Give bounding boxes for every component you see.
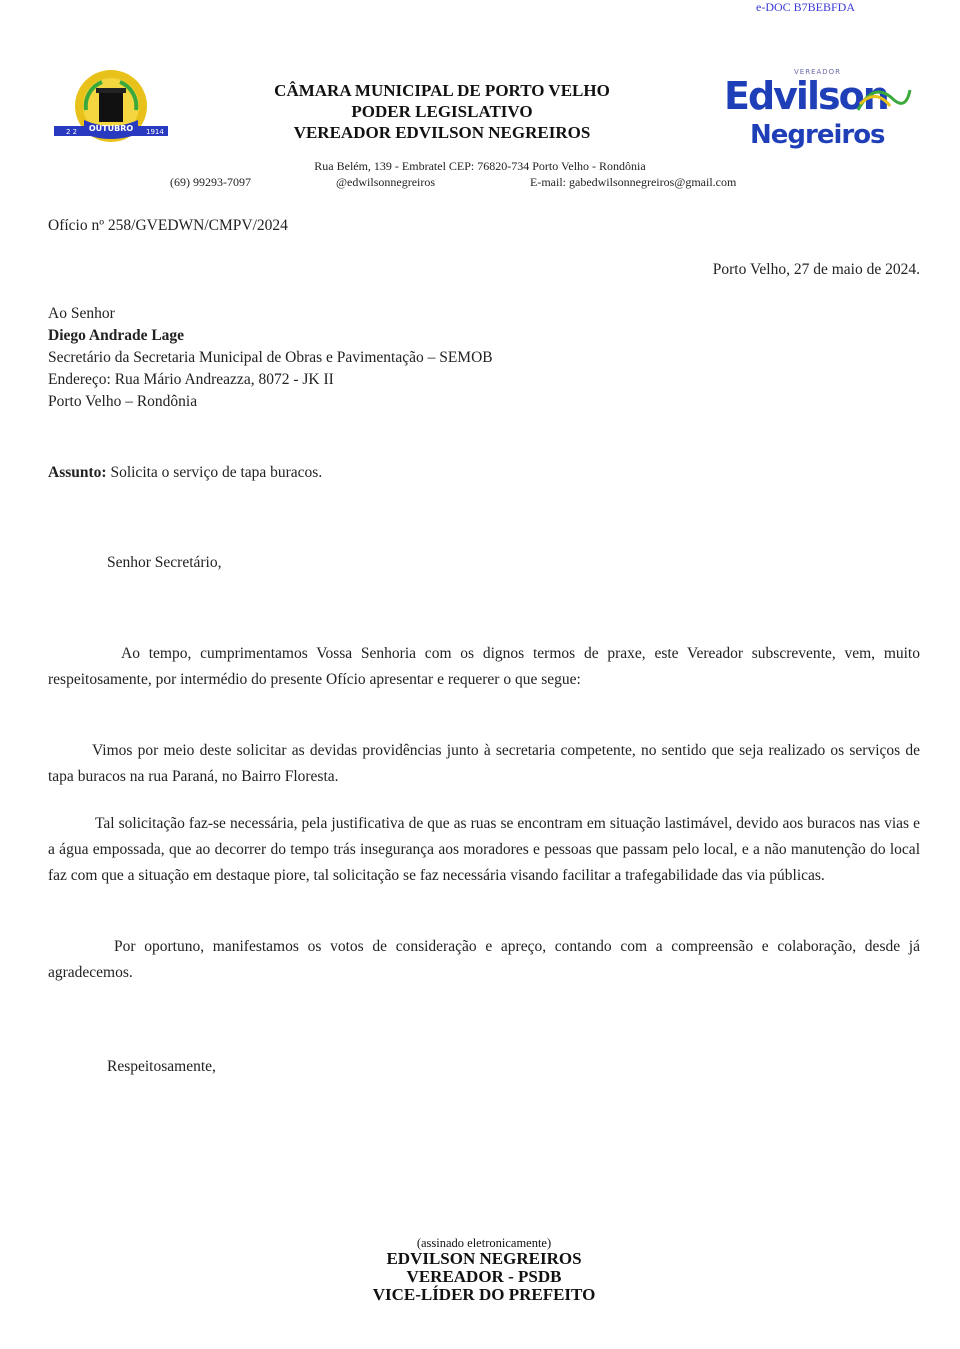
subject-text: Solicita o serviço de tapa buracos. bbox=[106, 464, 323, 481]
paragraph-closing: Por oportuno, manifestamos os votos de consideração e apreço, contando com a compreensão e colaboração, desde já agradecemos. bbox=[48, 938, 920, 981]
letterhead-address: Rua Belém, 139 - Embratel CEP: 76820-734 Porto Velho - Rondônia bbox=[314, 159, 646, 173]
header-line-camara: CÂMARA MUNICIPAL DE PORTO VELHO bbox=[274, 81, 610, 100]
recipient-role: Secretário da Secretaria Municipal de Obras e Pavimentação – SEMOB bbox=[48, 349, 493, 366]
signature-title: VEREADOR - PSDB bbox=[406, 1267, 562, 1286]
greeting: Senhor Secretário, bbox=[107, 554, 222, 571]
letterhead-social: @edwilsonnegreiros bbox=[336, 175, 436, 189]
header-line-vereador: VEREADOR EDVILSON NEGREIROS bbox=[293, 123, 591, 142]
oficio-number: Ofício nº 258/GVEDWN/CMPV/2024 bbox=[48, 217, 288, 234]
signature-name: EDVILSON NEGREIROS bbox=[386, 1249, 582, 1268]
letterhead-email[interactable]: E-mail: gabedwilsonnegreiros@gmail.com bbox=[530, 175, 737, 189]
subject-label: Assunto: bbox=[48, 464, 107, 481]
signature-block bbox=[300, 1236, 668, 1304]
camara-crest-logo bbox=[52, 70, 170, 150]
recipient-salutation: Ao Senhor bbox=[48, 305, 115, 322]
letterhead-title bbox=[200, 80, 684, 143]
paragraph-intro: Ao tempo, cumprimentamos Vossa Senhoria com os dignos termos de praxe, este Vereador subscrevente, vem, muito respeitosamente, por intermédio do presente Ofício apresentar e requerer o que segue: bbox=[48, 645, 920, 688]
subject-line bbox=[48, 462, 322, 484]
closing-salutation: Respeitosamente, bbox=[107, 1058, 216, 1075]
swoosh-icon bbox=[854, 80, 914, 120]
edoc-code: e-DOC B7BEBFDA bbox=[756, 0, 856, 14]
svg-text:1914: 1914 bbox=[146, 128, 164, 136]
letterhead-phone: (69) 99293-7097 bbox=[170, 175, 251, 189]
letter-date: Porto Velho, 27 de maio de 2024. bbox=[712, 261, 920, 278]
recipient-city: Porto Velho – Rondônia bbox=[48, 393, 198, 410]
header-line-poder: PODER LEGISLATIVO bbox=[351, 102, 533, 121]
paragraph-justification: Tal solicitação faz-se necessária, pela justificativa de que as ruas se encontram em situação lastimável, devido aos buracos nas vias e a água empossada, que ao decorrer do tempo trás insegurança aos moradores e pessoas que passam pelo local, e a não manutenção do local faz com que a situação em destaque piore, tal solicitação se faz necessária visando facilitar a trafegabilidade das via públicas. bbox=[48, 815, 920, 884]
svg-text:2 2: 2 2 bbox=[66, 128, 78, 136]
edvilson-negreiros-logo: VEREADOR Edvilson Negreiros bbox=[724, 66, 914, 156]
svg-text:OUTUBRO: OUTUBRO bbox=[88, 124, 134, 133]
recipient-name: Diego Andrade Lage bbox=[48, 327, 185, 344]
recipient-address: Endereço: Rua Mário Andreazza, 8072 - JK II bbox=[48, 371, 334, 388]
signature-role: VICE-LÍDER DO PREFEITO bbox=[372, 1285, 596, 1304]
paragraph-request: Vimos por meio deste solicitar as devidas providências junto à secretaria competente, no sentido que seja realizado os serviços de tapa buracos na rua Paraná, no Bairro Floresta. bbox=[48, 742, 920, 785]
signature-note: (assinado eletronicamente) bbox=[416, 1236, 552, 1250]
recipient-block bbox=[48, 303, 493, 413]
